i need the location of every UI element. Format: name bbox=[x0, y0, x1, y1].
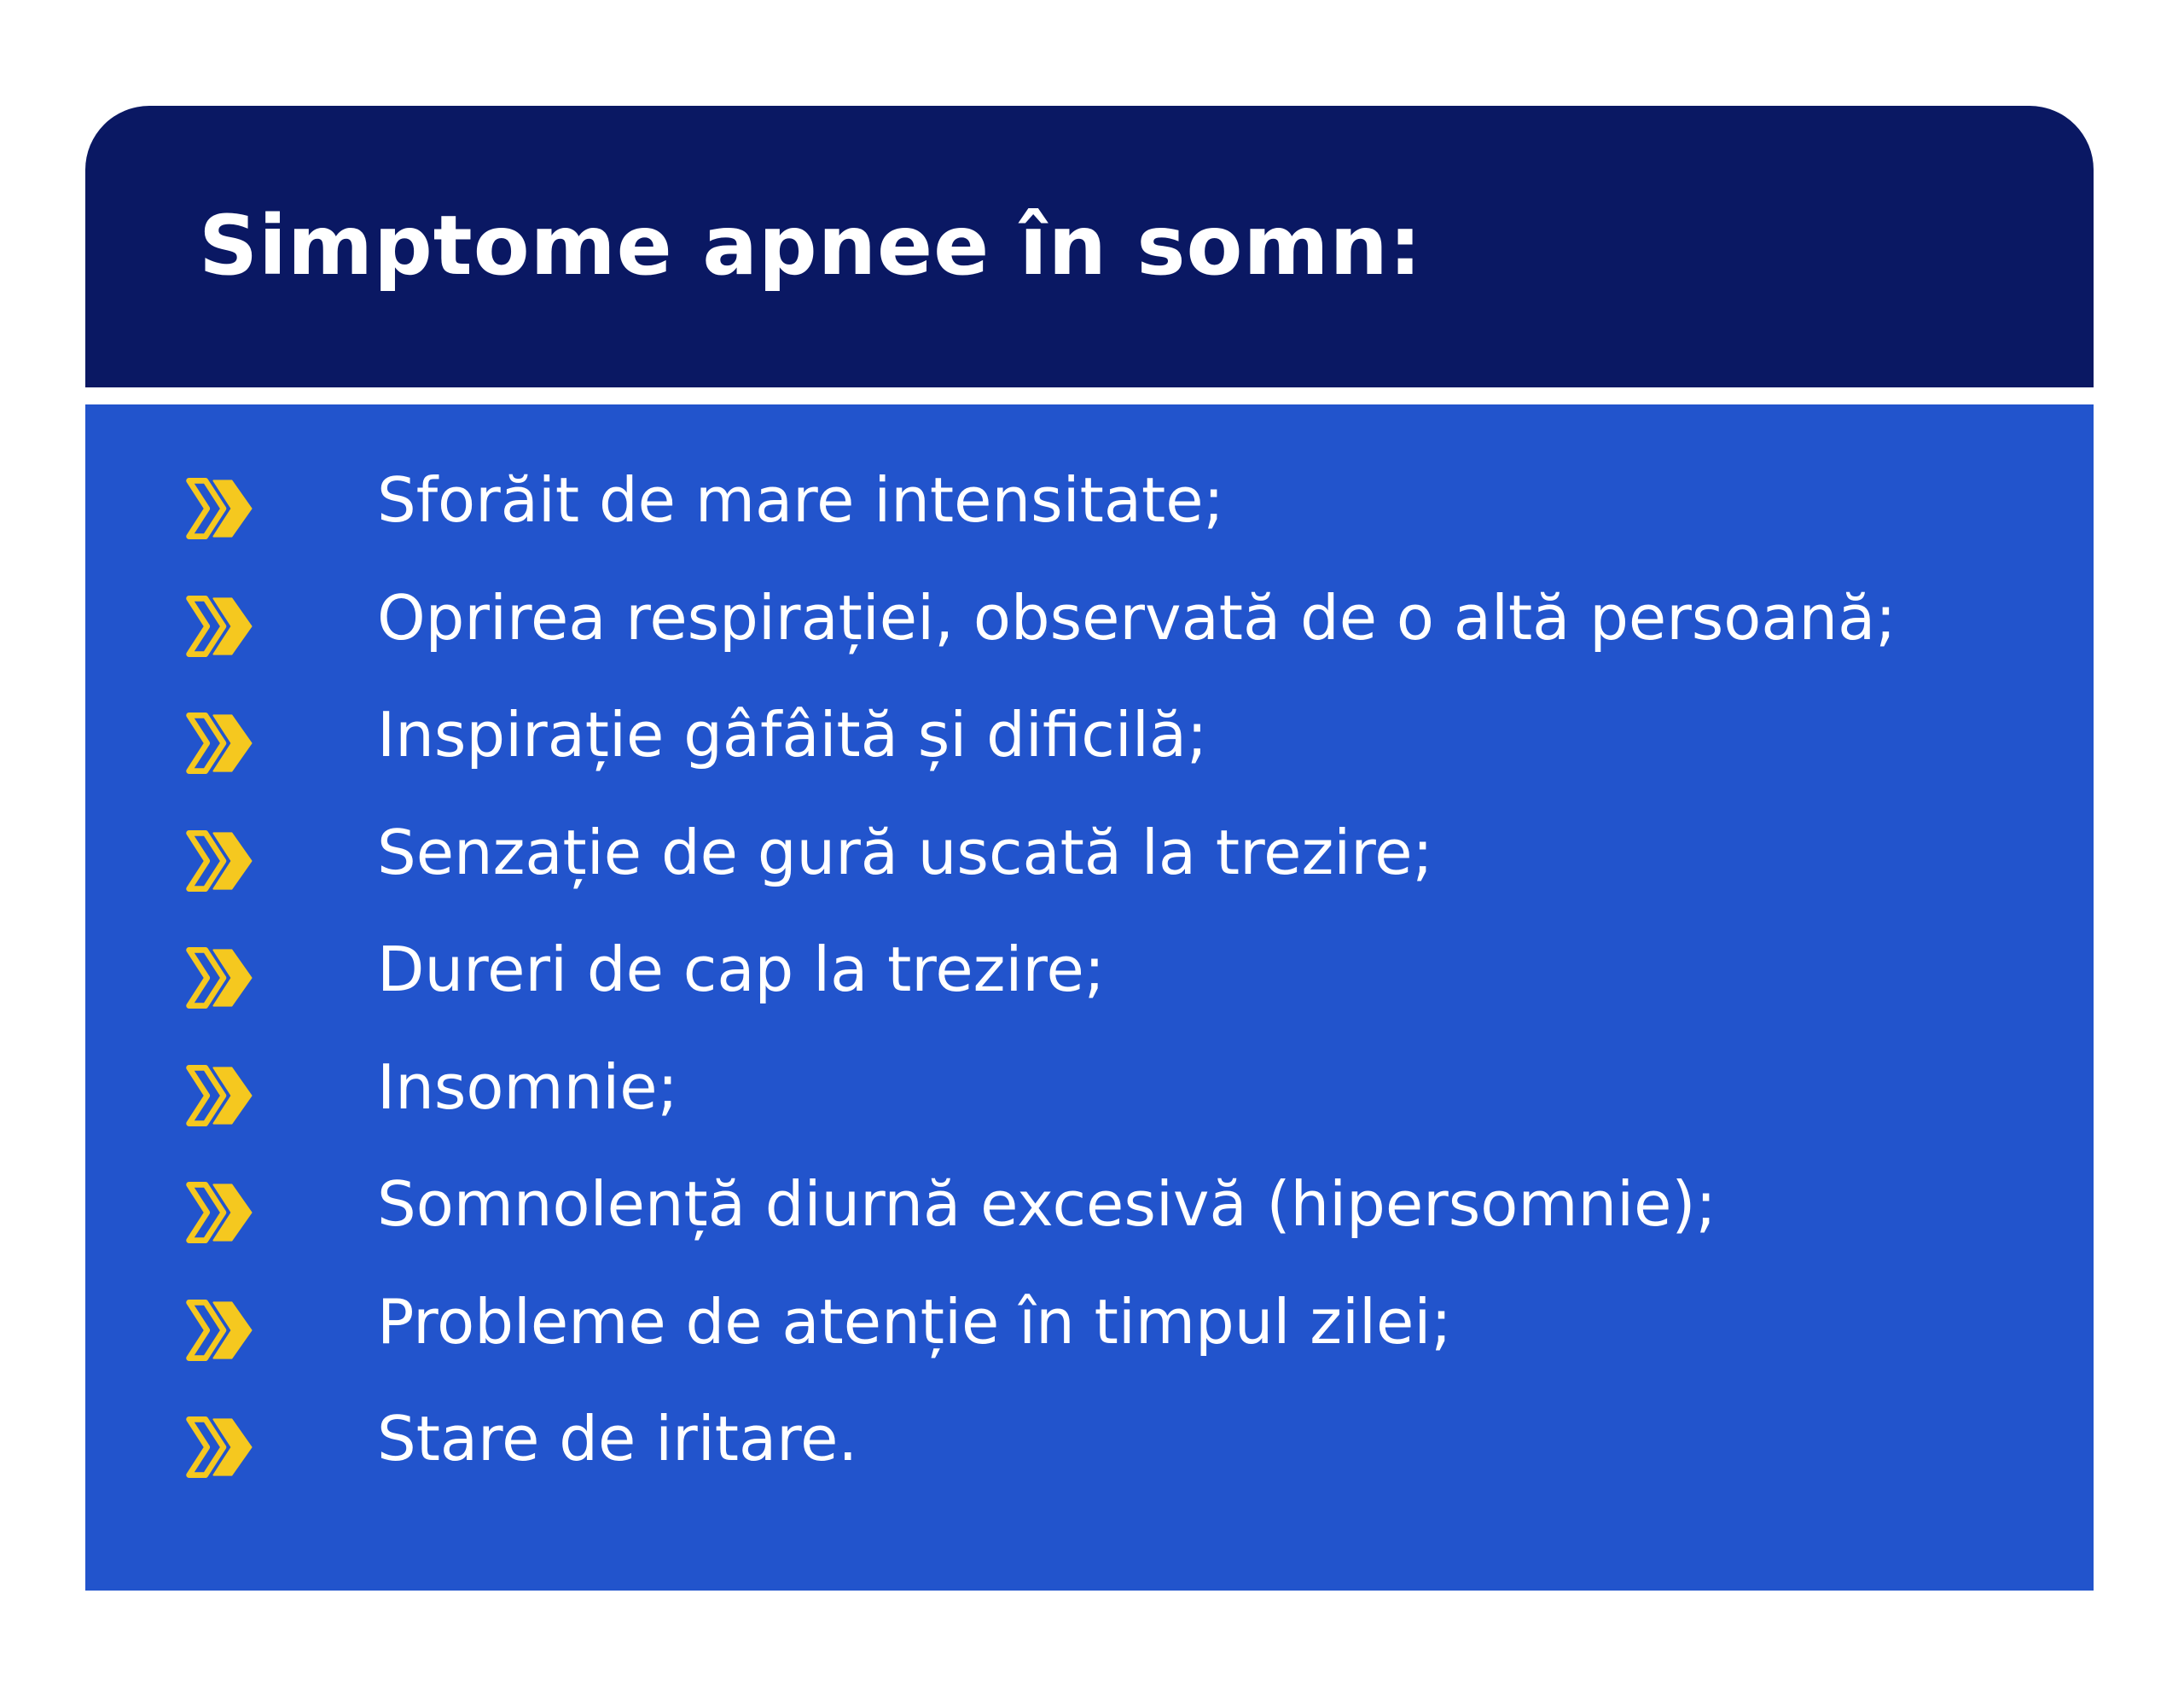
list-item bbox=[85, 439, 2094, 556]
header-divider bbox=[85, 387, 2094, 404]
symptom-text: Inspirație gâfâită și dificilă; bbox=[377, 699, 1208, 771]
double-chevron-right-icon bbox=[181, 1289, 263, 1371]
symptom-text: Probleme de atenție în timpul zilei; bbox=[377, 1285, 1452, 1358]
card-body bbox=[85, 404, 2094, 1591]
symptom-text: Stare de iritare. bbox=[377, 1403, 858, 1475]
list-item bbox=[85, 908, 2094, 1026]
symptom-text: Somnolență diurnă excesivă (hipersomnie); bbox=[377, 1168, 1716, 1240]
list-item bbox=[85, 1143, 2094, 1260]
double-chevron-right-icon bbox=[181, 937, 263, 1019]
list-item bbox=[85, 1377, 2094, 1495]
double-chevron-right-icon bbox=[181, 1172, 263, 1253]
double-chevron-right-icon bbox=[181, 820, 263, 902]
double-chevron-right-icon bbox=[181, 1055, 263, 1137]
symptom-text: Senzație de gură uscată la trezire; bbox=[377, 816, 1433, 888]
symptoms-list bbox=[85, 439, 2094, 1495]
double-chevron-right-icon bbox=[181, 702, 263, 784]
double-chevron-right-icon bbox=[181, 1406, 263, 1488]
list-item bbox=[85, 556, 2094, 674]
symptom-text: Oprirea respirației, observată de o altă persoană; bbox=[377, 581, 1896, 654]
list-item bbox=[85, 791, 2094, 909]
symptoms-card bbox=[85, 106, 2094, 1591]
list-item bbox=[85, 673, 2094, 791]
symptom-text: Dureri de cap la trezire; bbox=[377, 934, 1105, 1005]
list-item bbox=[85, 1260, 2094, 1378]
page-title: Simptome apnee în somn: bbox=[199, 198, 1423, 294]
symptom-text: Insomnie; bbox=[377, 1050, 678, 1123]
double-chevron-right-icon bbox=[181, 585, 263, 667]
double-chevron-right-icon bbox=[181, 468, 263, 550]
symptom-text: Sforăit de mare intensitate; bbox=[377, 464, 1224, 536]
card-header bbox=[85, 106, 2094, 387]
list-item bbox=[85, 1026, 2094, 1143]
